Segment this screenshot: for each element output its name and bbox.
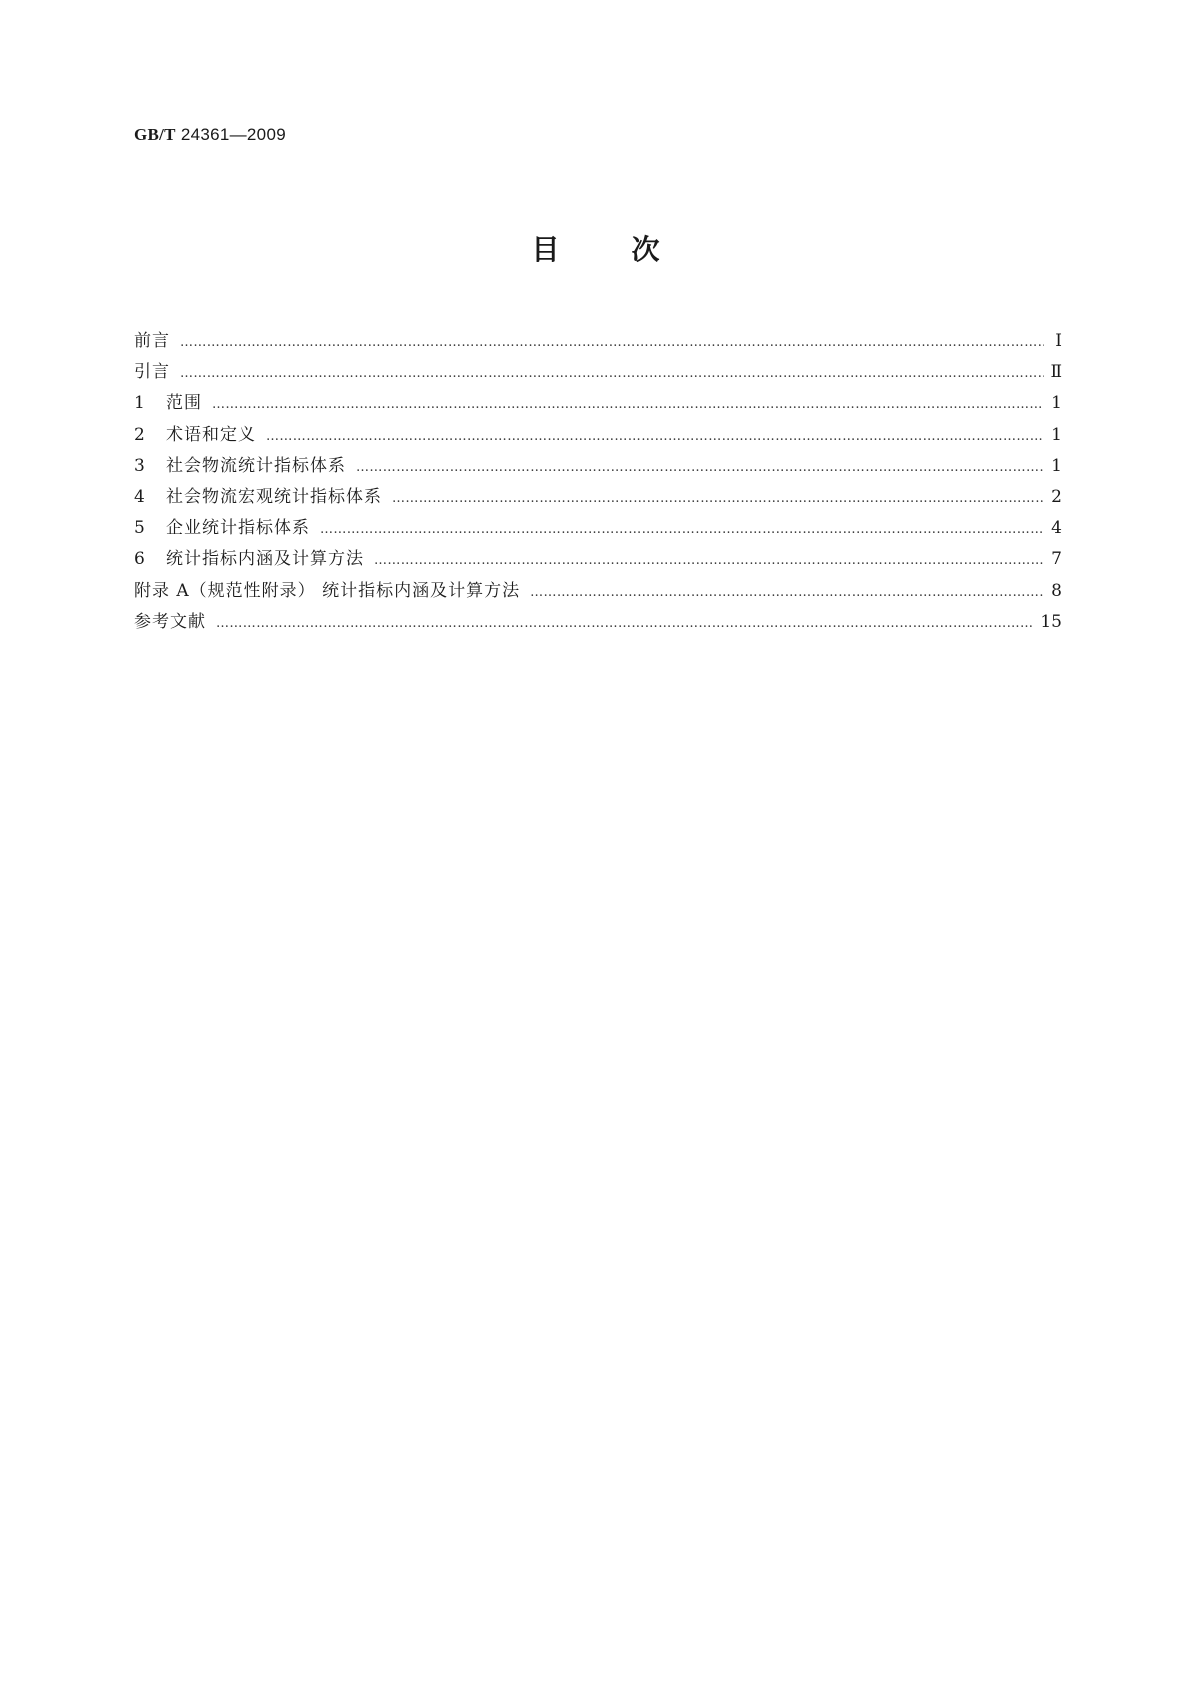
toc-entry-6[interactable] xyxy=(134,544,1062,575)
toc-label: 统计指标内涵及计算方法 xyxy=(166,549,364,570)
standard-prefix: GB/T xyxy=(134,125,176,144)
dot-leader xyxy=(320,514,1044,545)
toc-label: 范围 xyxy=(166,393,202,414)
toc-page: 1 xyxy=(1051,424,1062,445)
dot-leader xyxy=(356,452,1044,483)
toc-label: 术语和定义 xyxy=(166,424,256,445)
toc-entry-4[interactable] xyxy=(134,482,1062,513)
dot-leader xyxy=(374,545,1044,576)
toc-entry-1[interactable] xyxy=(134,388,1062,419)
toc-page: 2 xyxy=(1051,486,1062,507)
title-char-2: 次 xyxy=(631,233,660,266)
toc-entry-5[interactable] xyxy=(134,513,1062,544)
dot-leader xyxy=(212,389,1044,420)
toc-entry-3[interactable] xyxy=(134,451,1062,482)
toc-entry-introduction[interactable] xyxy=(134,357,1062,388)
toc-label: 社会物流宏观统计指标体系 xyxy=(166,486,382,507)
toc-entry-appendix-a[interactable] xyxy=(134,576,1062,607)
toc-page: 1 xyxy=(1051,455,1062,476)
toc-number: 5 xyxy=(134,518,145,539)
toc-page: 4 xyxy=(1051,518,1062,539)
page-title xyxy=(0,228,1191,268)
toc-page: Ⅰ xyxy=(1055,331,1062,351)
standard-number: 24361—2009 xyxy=(180,125,286,144)
dot-leader xyxy=(180,327,1044,358)
toc-entry-2[interactable] xyxy=(134,420,1062,451)
toc-label: 企业统计指标体系 xyxy=(166,518,310,539)
toc-entry-foreword[interactable] xyxy=(134,326,1062,357)
dot-leader xyxy=(392,483,1044,514)
toc-page: 8 xyxy=(1051,580,1062,601)
toc-label: 附录 A（规范性附录） 统计指标内涵及计算方法 xyxy=(134,580,521,601)
dot-leader xyxy=(530,577,1044,608)
toc-number: 1 xyxy=(134,393,145,414)
toc-page: 1 xyxy=(1051,393,1062,414)
toc-page: 15 xyxy=(1040,611,1062,632)
dot-leader xyxy=(180,358,1044,389)
dot-leader xyxy=(266,421,1044,452)
toc-number: 6 xyxy=(134,549,145,570)
toc-page: 7 xyxy=(1051,549,1062,570)
standard-code xyxy=(134,125,286,145)
title-char-1: 目 xyxy=(531,233,560,266)
toc-label: 参考文献 xyxy=(134,611,206,632)
toc-label: 前言 xyxy=(134,331,170,351)
toc-number: 3 xyxy=(134,455,145,476)
dot-leader xyxy=(216,608,1034,639)
toc-number: 2 xyxy=(134,424,145,445)
toc-entry-bibliography[interactable] xyxy=(134,607,1062,638)
toc-label: 引言 xyxy=(134,362,170,383)
toc-page: Ⅱ xyxy=(1050,362,1062,383)
toc-number: 4 xyxy=(134,486,145,507)
table-of-contents xyxy=(134,326,1062,638)
toc-label: 社会物流统计指标体系 xyxy=(166,455,346,476)
